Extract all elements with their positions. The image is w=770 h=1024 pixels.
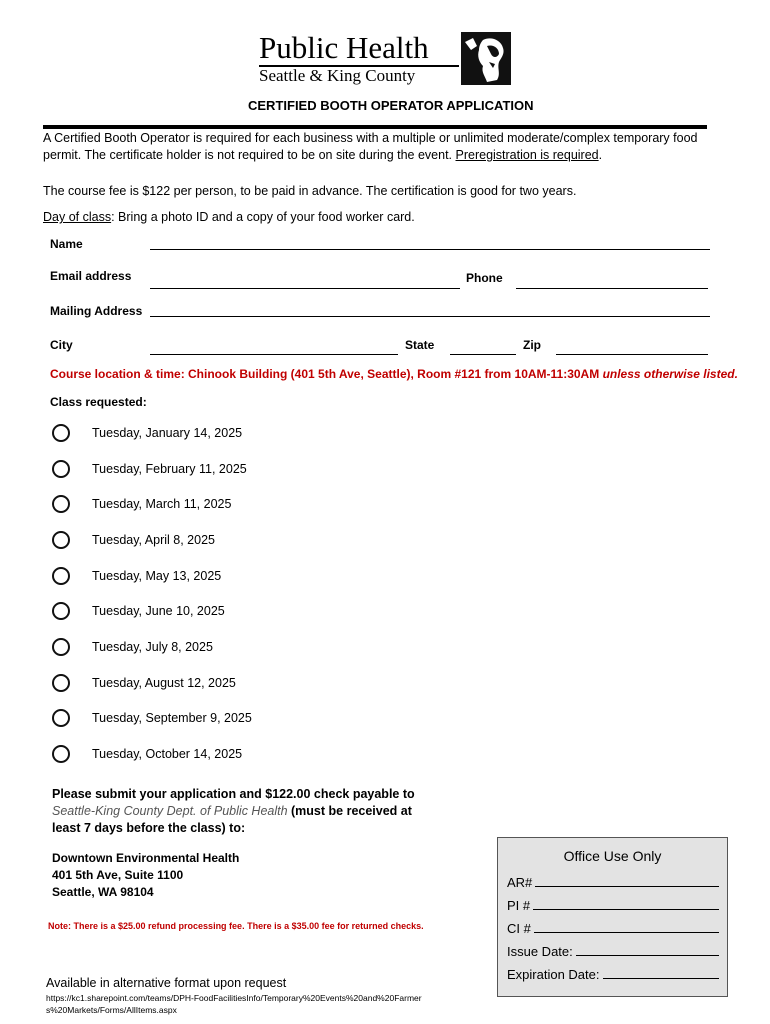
radio-button[interactable] bbox=[52, 460, 70, 478]
radio-button[interactable] bbox=[52, 424, 70, 442]
state-field[interactable] bbox=[450, 354, 516, 355]
class-date-label: Tuesday, February 11, 2025 bbox=[92, 462, 247, 476]
logo-portrait-icon bbox=[461, 32, 511, 85]
office-expiration-field[interactable] bbox=[603, 978, 720, 979]
address-line-3: Seattle, WA 98104 bbox=[52, 885, 154, 899]
mailing-address-label: Mailing Address bbox=[50, 304, 143, 318]
radio-button[interactable] bbox=[52, 602, 70, 620]
office-pi-row: PI # bbox=[507, 898, 719, 913]
class-date-label: Tuesday, October 14, 2025 bbox=[92, 747, 243, 761]
zip-field[interactable] bbox=[556, 354, 708, 355]
day-of-class-text: Day of class: Bring a photo ID and a copy of your food worker card. bbox=[43, 210, 415, 224]
state-label: State bbox=[405, 338, 435, 352]
office-use-title: Office Use Only bbox=[563, 848, 662, 864]
office-ar-row: AR# bbox=[507, 875, 719, 890]
radio-button[interactable] bbox=[52, 638, 70, 656]
alternative-format-note: Available in alternative format upon request bbox=[46, 976, 287, 990]
phone-label: Phone bbox=[466, 271, 503, 285]
submit-instructions: Please submit your application and $122.00 check payable to Seattle-King County Dept. of Public Health (must be received at least 7 days before the class) to: bbox=[52, 787, 415, 835]
zip-label: Zip bbox=[523, 338, 541, 352]
mailing-address-field[interactable] bbox=[150, 316, 710, 317]
class-date-label: Tuesday, August 12, 2025 bbox=[92, 676, 236, 690]
radio-button[interactable] bbox=[52, 531, 70, 549]
phone-field[interactable] bbox=[516, 288, 708, 289]
office-ci-field[interactable] bbox=[534, 932, 719, 933]
email-field[interactable] bbox=[150, 288, 460, 289]
logo-title: Public Health bbox=[259, 30, 429, 65]
class-date-label: Tuesday, July 8, 2025 bbox=[92, 640, 213, 654]
city-label: City bbox=[50, 338, 73, 352]
class-date-label: Tuesday, April 8, 2025 bbox=[92, 533, 215, 547]
office-use-box bbox=[497, 837, 728, 997]
address-line-2: 401 5th Ave, Suite 1100 bbox=[52, 868, 184, 882]
office-expiration-row: Expiration Date: bbox=[507, 967, 719, 982]
class-option[interactable] bbox=[52, 460, 247, 478]
radio-button[interactable] bbox=[52, 567, 70, 585]
course-location: Course location & time: Chinook Building (401 5th Ave, Seattle), Room #121 from 10AM-11:30AM unless otherwise listed. bbox=[50, 367, 738, 381]
mailing-address-block bbox=[52, 850, 239, 901]
class-option[interactable] bbox=[52, 567, 221, 585]
department-name: Seattle-King County Dept. of Public Health bbox=[52, 804, 288, 818]
intro-text: A Certified Booth Operator is required for each business with a multiple or unlimited moderate/complex temporary food permit. The certificate holder is not required to be on site during the event. bbox=[43, 131, 698, 162]
class-date-label: Tuesday, May 13, 2025 bbox=[92, 569, 222, 583]
fee-note: Note: There is a $25.00 refund processing fee. There is a $35.00 fee for returned checks. bbox=[48, 921, 424, 931]
preregistration-note: Preregistration is required bbox=[455, 148, 599, 162]
class-option[interactable] bbox=[52, 674, 236, 692]
logo-subtitle: Seattle & King County bbox=[259, 66, 416, 85]
name-label: Name bbox=[50, 237, 83, 251]
day-of-class-label: Day of class bbox=[43, 210, 112, 224]
class-date-label: Tuesday, January 14, 2025 bbox=[92, 426, 243, 440]
city-field[interactable] bbox=[150, 354, 398, 355]
email-label: Email address bbox=[50, 269, 132, 283]
class-option[interactable] bbox=[52, 638, 213, 656]
intro-paragraph: A Certified Booth Operator is required for each business with a multiple or unlimited moderate/complex temporary food permit. The certificate holder is not required to be on site during the event. Preregistration is required. bbox=[43, 131, 698, 162]
class-date-label: Tuesday, June 10, 2025 bbox=[92, 604, 225, 618]
title-divider bbox=[43, 125, 707, 129]
course-location-emphasis: unless otherwise listed. bbox=[602, 367, 738, 381]
class-date-label: Tuesday, March 11, 2025 bbox=[92, 497, 232, 511]
radio-button[interactable] bbox=[52, 745, 70, 763]
class-requested-label: Class requested: bbox=[50, 395, 147, 409]
class-option[interactable] bbox=[52, 602, 225, 620]
class-option[interactable] bbox=[52, 424, 242, 442]
class-option[interactable] bbox=[52, 709, 252, 727]
document-title: CERTIFIED BOOTH OPERATOR APPLICATION bbox=[248, 98, 534, 113]
office-issue-row: Issue Date: bbox=[507, 944, 719, 959]
radio-button[interactable] bbox=[52, 709, 70, 727]
address-line-1: Downtown Environmental Health bbox=[52, 851, 240, 865]
radio-button[interactable] bbox=[52, 674, 70, 692]
office-issue-field[interactable] bbox=[576, 955, 719, 956]
class-option[interactable] bbox=[52, 495, 231, 513]
name-field[interactable] bbox=[150, 249, 710, 250]
class-option[interactable] bbox=[52, 531, 215, 549]
office-ar-field[interactable] bbox=[535, 886, 719, 887]
office-pi-field[interactable] bbox=[533, 909, 719, 910]
fee-text: The course fee is $122 per person, to be paid in advance. The certification is good for two years. bbox=[43, 184, 577, 198]
class-option[interactable] bbox=[52, 745, 242, 763]
office-ci-row: CI # bbox=[507, 921, 719, 936]
class-date-label: Tuesday, September 9, 2025 bbox=[92, 711, 252, 725]
radio-button[interactable] bbox=[52, 495, 70, 513]
sharepoint-url[interactable]: https://kc1.sharepoint.com/teams/DPH-FoodFacilitiesInfo/Temporary%20Events%20and%20Farmers%20Markets/Forms/AllItems.aspx bbox=[46, 993, 422, 1015]
